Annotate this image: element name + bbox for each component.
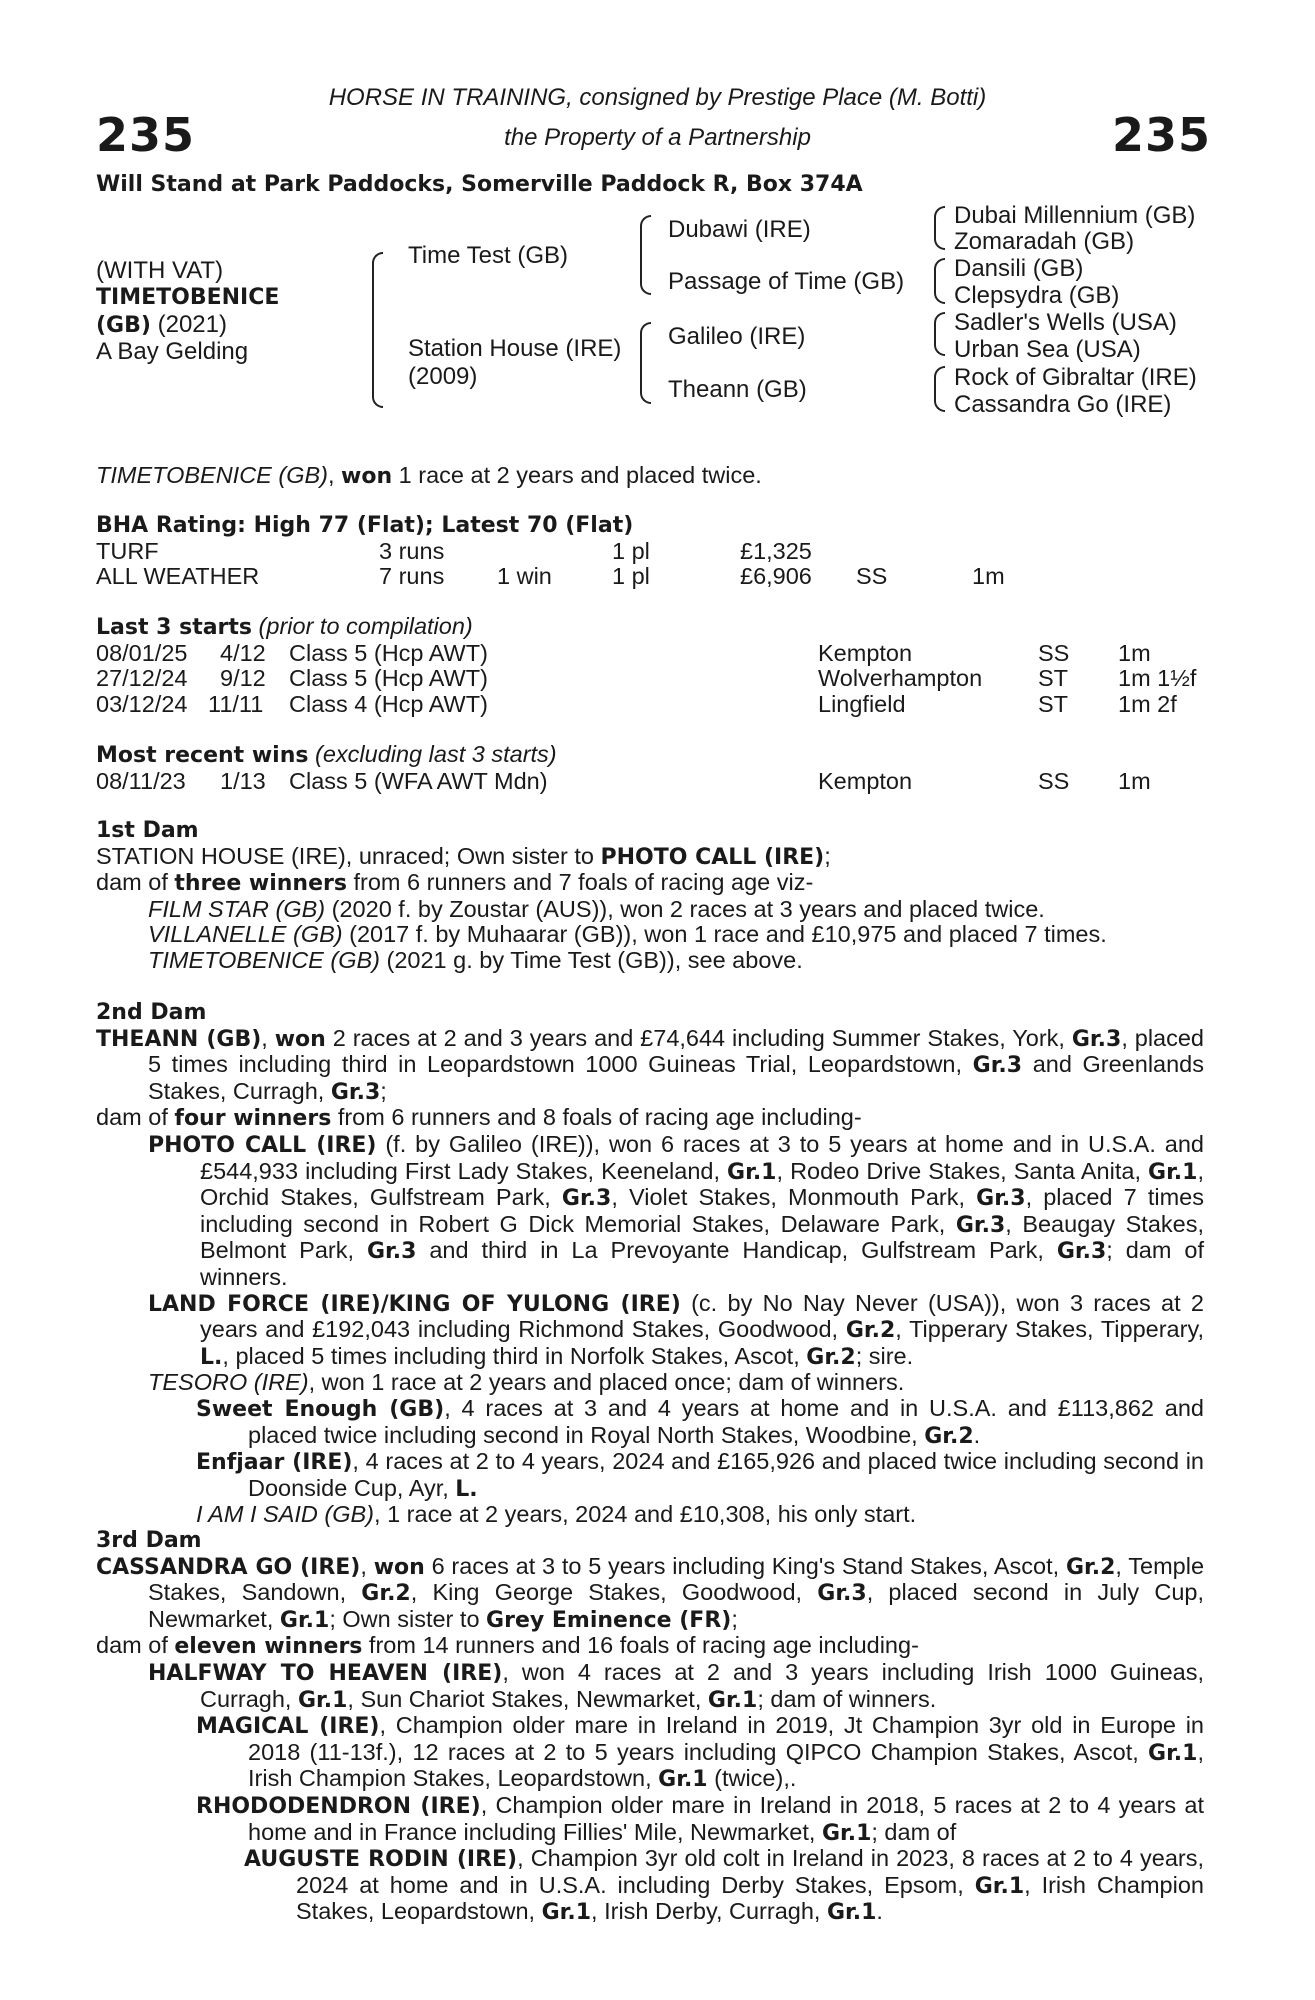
summary-rest: 1 race at 2 years and placed twice.	[392, 462, 762, 488]
pedigree-brace-3a	[934, 206, 945, 250]
rating-wins: 1 win	[497, 563, 552, 590]
property-line: the Property of a Partnership	[504, 124, 811, 151]
rating-surface: ALL WEATHER	[96, 563, 260, 590]
horse-origin: (GB)	[96, 313, 151, 338]
second-dam-title: 2nd Dam	[96, 1000, 207, 1025]
horse-description: A Bay Gelding	[96, 338, 249, 365]
horse-year: (2021)	[157, 311, 227, 338]
summary-horse-name: TIMETOBENICE (GB)	[96, 462, 328, 488]
sire-dam-sire: Dansili (GB)	[954, 255, 1084, 282]
dam-year: (2009)	[408, 363, 478, 390]
progeny-tesoro: TESORO (IRE), won 1 race at 2 years and placed once; dam of winners.	[148, 1369, 905, 1396]
dam-dam: Theann (GB)	[668, 376, 807, 403]
pedigree-brace-3b	[934, 258, 945, 304]
rating-distance: 1m	[972, 563, 1005, 590]
progeny-halfway-to-heaven: HALFWAY TO HEAVEN (IRE), won 4 races at 2 and 3 years including Irish 1000 Guineas, Curragh, Gr.1, Sun Chariot Stakes, Newmarket, Gr.1; dam of winners.	[148, 1658, 1204, 1713]
start-row: 27/12/24 9/12 Class 5 (Hcp AWT) Wolverhampton ST 1m 1½f	[96, 665, 1197, 692]
rating-placed: 1 pl	[612, 537, 650, 564]
pedigree-brace-3d	[934, 366, 945, 412]
summary-won: won	[341, 464, 393, 489]
rating-section	[96, 513, 1204, 590]
progeny-auguste-rodin: AUGUSTE RODIN (IRE), Champion 3yr old colt in Ireland in 2023, 8 races at 2 to 4 years, 2024 at home and in U.S.A. including Derby Stakes, Epsom, Gr.1, Irish Champion Stakes, Leopardstown, Gr.1, Irish Derby, Curragh, Gr.1.	[244, 1845, 1204, 1926]
rating-going: SS	[856, 563, 888, 590]
recent-wins-title: Most recent wins	[96, 743, 309, 768]
rating-placed: 1 pl	[612, 563, 650, 590]
first-dam-section: 1st Dam STATION HOUSE (IRE), unraced; Own sister to PHOTO CALL (IRE); dam of three winners from 6 runners and 7 foals of racing age viz- FILM STAR (GB) (2020 f. by Zoustar (AUS)), won 2 races at 3 years and placed twice. VILLANELLE (GB) (2017 f. by Muhaarar (GB)), won 1 race and £10,975 and placed 7 times. TIMETOBENICE (GB) (2021 g. by Time Test (GB)), see above.	[96, 818, 1204, 974]
rating-surface: TURF	[96, 537, 159, 564]
rating-row-turf	[96, 539, 1204, 565]
dam-sire-sire: Sadler's Wells (USA)	[954, 309, 1177, 336]
recent-wins-section	[96, 742, 1204, 794]
dam-dam-sire: Rock of Gibraltar (IRE)	[954, 364, 1197, 391]
sire-sire-sire: Dubai Millennium (GB)	[954, 202, 1196, 229]
recent-wins-note: (excluding last 3 starts)	[308, 741, 557, 767]
sire-dam: Passage of Time (GB)	[668, 268, 905, 295]
lot-number-left: 235	[96, 108, 196, 162]
third-dam-title: 3rd Dam	[96, 1528, 202, 1553]
last-starts-note: (prior to compilation)	[252, 613, 473, 639]
stable-location: Will Stand at Park Paddocks, Somerville Paddock R, Box 374A	[96, 172, 863, 197]
rating-prize: £1,325	[740, 537, 812, 564]
race-summary: TIMETOBENICE (GB), won 1 race at 2 years and placed twice.	[96, 462, 762, 489]
rating-title: BHA Rating: High 77 (Flat); Latest 70 (Flat)	[96, 513, 634, 538]
sire: Time Test (GB)	[408, 242, 569, 269]
lot-number-right: 235	[1112, 108, 1212, 162]
dam-sire: Galileo (IRE)	[668, 323, 806, 350]
progeny-magical: MAGICAL (IRE), Champion older mare in Ireland in 2019, Jt Champion 3yr old in Europe in 2018 (11-13f.), 12 races at 2 to 5 years including QIPCO Champion Stakes, Ascot, Gr.1, Irish Champion Stakes, Leopardstown, Gr.1 (twice),.	[196, 1712, 1204, 1793]
start-row: 03/12/24 11/11 Class 4 (Hcp AWT) Lingfield ST 1m 2f	[96, 690, 1177, 717]
sire-sire-dam: Zomaradah (GB)	[954, 228, 1135, 255]
sire-sire: Dubawi (IRE)	[668, 216, 811, 243]
dam-sire-dam: Urban Sea (USA)	[954, 336, 1141, 363]
consignment-line: HORSE IN TRAINING, consigned by Prestige Place (M. Botti)	[328, 84, 987, 111]
sire-dam-dam: Clepsydra (GB)	[954, 282, 1120, 309]
progeny-enfjaar: Enfjaar (IRE), 4 races at 2 to 4 years, 2024 and £165,926 and placed twice including second in Doonside Cup, Ayr, L.	[196, 1448, 1204, 1502]
pedigree-brace-2b	[640, 322, 651, 404]
dam-dam-dam: Cassandra Go (IRE)	[954, 391, 1172, 418]
last-starts-section	[96, 614, 1204, 717]
pedigree-brace-3c	[934, 312, 945, 356]
third-dam-section: 3rd Dam CASSANDRA GO (IRE), won 6 races at 3 to 5 years including King's Stand Stakes, Ascot, Gr.2, Temple Stakes, Sandown, Gr.2, King George Stakes, Goodwood, Gr.3, placed second in July Cup, Newmarket, Gr.1; Own sister to Grey Eminence (FR); dam of eleven winners from 14 runners and 16 foals of racing age including- HALFWAY TO HEAVEN (IRE), won 4 races at 2 and 3 years including Irish 1000 Guineas, Curragh, Gr.1, Sun Chariot Stakes, Newmarket, Gr.1; dam of winners. MAGICAL (IRE), Champion older mare in Ireland in 2019, Jt Champion 3yr old in Europe in 2018 (11-13f.), 12 races at 2 to 5 years including QIPCO Champion Stakes, Ascot, Gr.1, Irish Champion Stakes, Leopardstown, Gr.1 (twice),. RHODODENDRON (IRE), Champion older mare in Ireland in 2018, 5 races at 2 to 4 years at home and in France including Fillies' Mile, Newmarket, Gr.1; dam of AUGUSTE RODIN (IRE), Champion 3yr old colt in Ireland in 2023, 8 races at 2 to 4 years, 2024 at home and in U.S.A. including Derby Stakes, Epsom, Gr.1, Irish Champion Stakes, Leopardstown, Gr.1, Irish Derby, Curragh, Gr.1.	[96, 1528, 1205, 1926]
vat-label: (WITH VAT)	[96, 257, 224, 284]
rating-runs: 7 runs	[379, 563, 445, 590]
first-dam-title: 1st Dam	[96, 818, 199, 843]
horse-origin-year	[96, 311, 227, 340]
dam: Station House (IRE)	[408, 335, 622, 362]
progeny-photo-call: PHOTO CALL (IRE) (f. by Galileo (IRE)), won 6 races at 3 to 5 years at home and in U.S.A. and £544,933 including First Lady Stakes, Keeneland, Gr.1, Rodeo Drive Stakes, Santa Anita, Gr.1, Orchid Stakes, Gulfstream Park, Gr.3, Violet Stakes, Monmouth Park, Gr.3, placed 7 times including second in Robert G Dick Memorial Stakes, Delaware Park, Gr.3, Beaugay Stakes, Belmont Park, Gr.3 and third in La Prevoyante Handicap, Gulfstream Park, Gr.3; dam of winners.	[148, 1130, 1204, 1290]
last-starts-title: Last 3 starts	[96, 615, 253, 640]
progeny-i-am-i-said: I AM I SAID (GB), 1 race at 2 years, 2024 and £10,308, his only start.	[196, 1501, 917, 1528]
horse-name: TIMETOBENICE	[96, 285, 280, 310]
rating-runs: 3 runs	[379, 537, 445, 564]
second-dam-section: 2nd Dam THEANN (GB), won 2 races at 2 and 3 years and £74,644 including Summer Stakes, York, Gr.3, placed 5 times including third in Leopardstown 1000 Guineas Trial, Leopardstown, Gr.3 and Greenlands Stakes, Curragh, Gr.3; dam of four winners from 6 runners and 8 foals of racing age including- PHOTO CALL (IRE) (f. by Galileo (IRE)), won 6 races at 3 to 5 years at home and in U.S.A. and £544,933 including First Lady Stakes, Keeneland, Gr.1, Rodeo Drive Stakes, Santa Anita, Gr.1, Orchid Stakes, Gulfstream Park, Gr.3, Violet Stakes, Monmouth Park, Gr.3, placed 7 times including second in Robert G Dick Memorial Stakes, Delaware Park, Gr.3, Beaugay Stakes, Belmont Park, Gr.3 and third in La Prevoyante Handicap, Gulfstream Park, Gr.3; dam of winners. LAND FORCE (IRE)/KING OF YULONG (IRE) (c. by No Nay Never (USA)), won 3 races at 2 years and £192,043 including Richmond Stakes, Goodwood, Gr.2, Tipperary Stakes, Tipperary, L., placed 5 times including third in Norfolk Stakes, Ascot, Gr.2; sire. TESORO (IRE), won 1 race at 2 years and placed once; dam of winners. Sweet Enough (GB), 4 races at 3 and 4 years at home and in U.S.A. and £113,862 and placed twice including second in Royal North Stakes, Woodbine, Gr.2. Enfjaar (IRE), 4 races at 2 to 4 years, 2024 and £165,926 and placed twice including second in Doonside Cup, Ayr, L. I AM I SAID (GB), 1 race at 2 years, 2024 and £10,308, his only start.	[96, 1000, 1205, 1528]
rating-prize: £6,906	[740, 563, 812, 590]
pedigree-brace-2a	[640, 215, 651, 295]
win-row: 08/11/23 1/13 Class 5 (WFA AWT Mdn) Kempton SS 1m	[96, 767, 1151, 794]
progeny-land-force: LAND FORCE (IRE)/KING OF YULONG (IRE) (c. by No Nay Never (USA)), won 3 races at 2 years and £192,043 including Richmond Stakes, Goodwood, Gr.2, Tipperary Stakes, Tipperary, L., placed 5 times including third in Norfolk Stakes, Ascot, Gr.2; sire.	[148, 1289, 1204, 1370]
progeny-sweet-enough: Sweet Enough (GB), 4 races at 3 and 4 years at home and in U.S.A. and £113,862 and placed twice including second in Royal North Stakes, Woodbine, Gr.2.	[196, 1394, 1204, 1449]
progeny-rhododendron: RHODODENDRON (IRE), Champion older mare in Ireland in 2018, 5 races at 2 to 4 years at home and in France including Fillies' Mile, Newmarket, Gr.1; dam of	[196, 1791, 1204, 1846]
rating-row-aw	[96, 564, 1204, 590]
pedigree-brace-1	[372, 252, 383, 408]
start-row: 08/01/25 4/12 Class 5 (Hcp AWT) Kempton SS 1m	[96, 639, 1151, 666]
